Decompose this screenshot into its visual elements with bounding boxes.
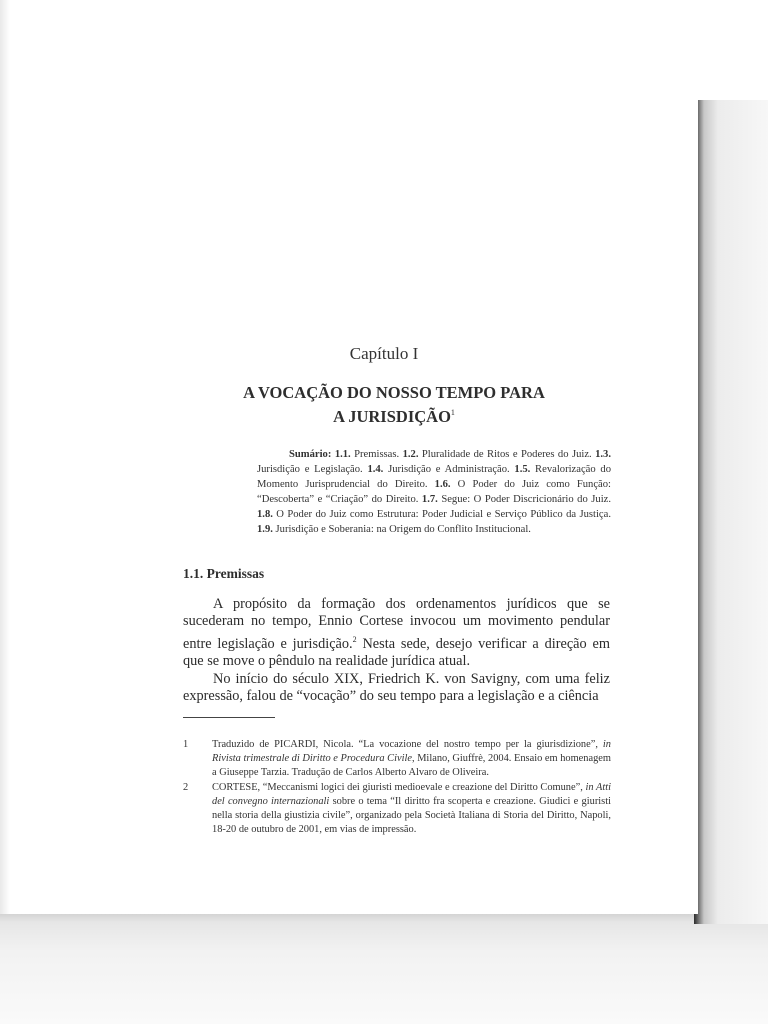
footnotes [183, 738, 611, 837]
footnote-text: sobre o tema “Il diritto fra scoperta e creazione. Giudici e giuristi nella storia della giustizia civile”, organizado pela Società Italiana di Storia del Diritto, Napoli, 18-20 de outubro de 2001, em vias de impressão. [212, 795, 611, 836]
summary-item-text: O Poder do Juiz como Estrutura: Poder Judicial e Serviço Público da Justiça. [272, 509, 611, 521]
body-text [183, 596, 610, 705]
footnote-ref: 2 [352, 634, 357, 644]
summary-item-number: 1.3. [595, 449, 611, 460]
summary-item-text: O Poder do Juiz como Função: “Descoberta” e “Criação” do Direito. [257, 479, 611, 506]
chapter-label: Capítulo I [349, 344, 419, 363]
chapter-title [0, 383, 768, 427]
footnote-separator [183, 717, 275, 718]
summary-lead: Sumário: [289, 449, 332, 460]
chapter-title-footnote-ref: 1 [450, 408, 455, 417]
summary-item-number: 1.7. [421, 494, 438, 506]
summary-item-number: 1.1. [334, 449, 351, 460]
footnote-italic: in Rivista trimestrale di Diritto e Procedura Civile [212, 739, 611, 765]
paragraph-text: A propósito da formação dos ordenamentos jurídicos que se sucederam no tempo, Ennio Cortese invocou um movimento pendular entre legislação e jurisdição. [183, 596, 610, 652]
summary-item-text: Jurisdição e Soberania: na Origem do Conflito Institucional. [272, 524, 531, 536]
footnote-text: , Milano, Giuffrè, 2004. Ensaio em homenagem a Giuseppe Tarzia. Tradução de Carlos Alberto Alvaro de Oliveira. [212, 753, 611, 779]
summary-item-text: Premissas. [350, 449, 403, 460]
footnote-text: CORTESE, “Meccanismi logici dei giuristi medioevale e creazione del Diritto Comune”, [212, 781, 586, 793]
footnote-number: 2 [183, 781, 189, 793]
summary-item-number: 1.6. [434, 479, 451, 491]
footnote-text: Traduzido de PICARDI, Nicola. “La vocazione del nostro tempo per la giurisdizione”, [212, 739, 603, 750]
summary-item-number: 1.9. [257, 524, 273, 536]
scan-shadow-right [694, 100, 768, 924]
section-heading: 1.1. Premissas [183, 566, 265, 581]
footnote-number: 1 [183, 739, 189, 750]
chapter-title-line-1: A VOCAÇÃO DO NOSSO TEMPO PARA [243, 383, 545, 402]
summary-item-text: Revalorização do Momento Jurisprudencial do Direito. [257, 464, 611, 491]
chapter-summary [257, 447, 611, 538]
summary-item-text: Jurisdição e Administração. [383, 464, 515, 476]
paragraph-text: Nesta sede, desejo verificar a direção em que se move o pêndulo na realidade jurídica atual. [183, 635, 610, 670]
summary-item-number: 1.8. [257, 509, 273, 521]
summary-item-number: 1.4. [367, 464, 384, 476]
summary-item-text: Jurisdição e Legislação. [257, 464, 368, 476]
summary-item-text: Pluralidade de Ritos e Poderes do Juiz. [418, 449, 596, 460]
footnote [183, 738, 611, 781]
scan-shadow-bottom [0, 912, 768, 1024]
page-edge [0, 0, 10, 914]
footnote [183, 781, 611, 838]
summary-item-number: 1.5. [514, 464, 531, 476]
paragraph-text: No início do século XIX, Friedrich K. von Savigny, com uma feliz expressão, falou de “vocação” do seu tempo para a legislação e a ciência [183, 670, 610, 705]
footnote-italic: in Atti del convegno internazionali [212, 781, 612, 807]
paragraph [183, 596, 610, 671]
chapter-title-text: A JURISDIÇÃO [333, 407, 451, 426]
chapter-title-line-2 [0, 403, 768, 427]
summary-item-number: 1.2. [402, 449, 419, 460]
paragraph [183, 671, 610, 706]
summary-item-text: Segue: O Poder Discricionário do Juiz. [437, 494, 611, 506]
